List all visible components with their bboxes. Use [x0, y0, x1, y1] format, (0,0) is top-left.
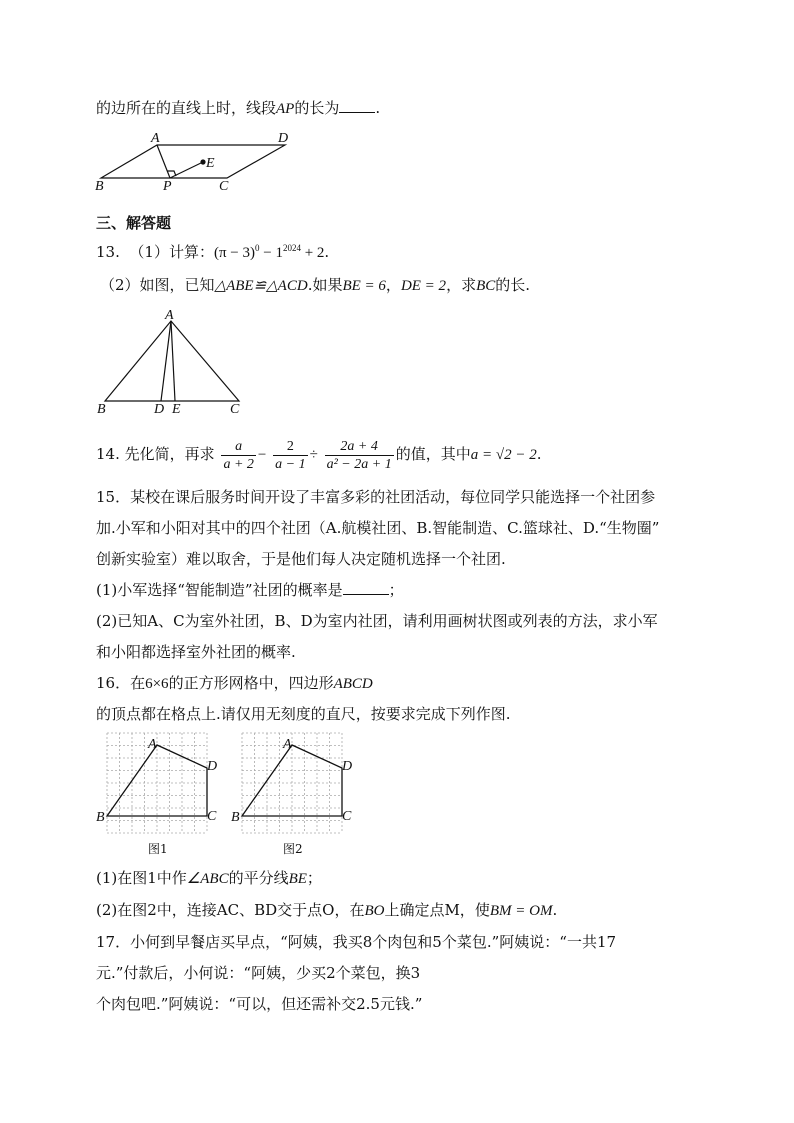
q12-text: 的边所在的直线上时，线段 — [96, 99, 277, 117]
segment-pe-line — [170, 162, 203, 178]
q17-line2: 元.”付款后，小何说：“阿姨，少买2个菜包，换3 — [96, 964, 421, 982]
q15-part1: (1)小军选择“智能制造”社团的概率是 ； — [96, 581, 404, 599]
label-b: B — [231, 810, 240, 825]
q14-line: 14. 先化简，再求 $\frac{a}{a + 2}$ − $\frac{2}{a - 1}$ ÷ $\frac{2a + 4}{\text{a² − 2a + 1}}$ 的值，其中a = √2 − 2. — [96, 438, 542, 472]
label-b: B — [97, 402, 106, 417]
label-a: A — [148, 737, 157, 752]
label-c: C — [230, 402, 240, 417]
q13-be: BE = 6 — [342, 278, 386, 294]
q15-part2-line2: 和小阳都选择室外社团的概率. — [96, 643, 296, 661]
triangle-figure — [95, 305, 255, 417]
q13-bc: BC — [476, 278, 496, 294]
q16-line2: 的顶点都在格点上.请仅用无刻度的直尺，按要求完成下列作图. — [96, 705, 511, 723]
q16-line1: 16．在6×6的正方形网格中，四边形ABCD — [96, 674, 373, 692]
figure-2-caption: 图2 — [283, 842, 303, 856]
q13-number: 13. — [96, 243, 120, 261]
q12-text-after: 的长为 — [294, 99, 340, 117]
q17-line3: 个肉包吧.”阿姨说：“可以，但还需补交2.5元钱.” — [96, 995, 423, 1013]
q15-line2: 加.小军和小阳对其中的四个社团（A.航模社团、B.智能制造、C.篮球社、D.“生物圈” — [96, 519, 660, 537]
q15-line3: 创新实验室）难以取舍，于是他们每人决定随机选择一个社团. — [96, 550, 506, 568]
label-a: A — [151, 131, 160, 146]
answer-blank[interactable] — [343, 580, 389, 595]
label-a: A — [283, 737, 292, 752]
label-e: E — [206, 156, 215, 171]
segment-ae — [171, 321, 175, 401]
segment-ap: AP — [276, 101, 295, 117]
q14-text: 先化简，再求 — [124, 445, 215, 463]
label-b: B — [95, 179, 104, 194]
segment-ad — [161, 321, 171, 401]
label-d: D — [154, 402, 165, 417]
grid-figure-1 — [95, 733, 220, 858]
label-c: C — [342, 809, 352, 824]
q13-congruence: △ABE≌△ACD — [214, 278, 308, 294]
parallelogram-figure — [95, 128, 295, 196]
label-a: A — [165, 308, 174, 323]
q16-part1: (1)在图1中作∠ABC的平分线BE； — [96, 869, 322, 887]
fraction-1: $\frac{a}{a + 2}$ — [223, 438, 254, 472]
label-e: E — [172, 402, 181, 417]
label-p: P — [163, 179, 172, 194]
answer-blank[interactable] — [339, 98, 375, 113]
grid-figure-2 — [230, 733, 355, 858]
angle-abc: ∠ABC — [186, 871, 229, 887]
q13-expression: $(\pi - 3)^0 - 1^{2024} + 2$ — [213, 243, 325, 261]
segment-ap-line — [157, 145, 170, 178]
section-title: 三、解答题 — [96, 214, 172, 232]
q15-line1: 15．某校在课后服务时间开设了丰富多彩的社团活动，每位同学只能选择一个社团参 — [96, 488, 656, 506]
q17-line1: 17．小何到早餐店买早点，“阿姨，我买8个肉包和5个菜包.”阿姨说：“一共17 — [96, 933, 617, 951]
q13-part1: 13. （1）计算：$(\pi - 3)^0 - 1^{2024} + 2$. — [96, 243, 330, 261]
point-e-dot — [200, 159, 205, 164]
label-c: C — [219, 179, 229, 194]
segment-bo: BO — [364, 903, 385, 919]
fraction-3: $\frac{2a + 4}{\text{a² − 2a + 1}}$ — [326, 438, 392, 472]
q13-de: DE = 2 — [400, 278, 447, 294]
figure-1-caption: 图1 — [148, 842, 168, 856]
parallelogram-abcd — [101, 145, 285, 178]
segment-be: BE — [288, 871, 307, 887]
label-b: B — [96, 810, 105, 825]
label-d: D — [278, 131, 289, 146]
label-c: C — [207, 809, 217, 824]
equation-bm-om: BM = OM — [489, 903, 553, 919]
q13-part1-prefix: （1）计算： — [129, 243, 214, 261]
q12-end: . — [375, 99, 381, 117]
q15-part2-line1: (2)已知A、C为室外社团，B、D为室内社团，请利用画树状图或列表的方法，求小军 — [96, 612, 658, 630]
q14-condition: a = √2 − 2 — [470, 447, 537, 463]
q13-part2-prefix: （2）如图，已知 — [100, 276, 215, 294]
q16-part2: (2)在图2中，连接AC、BD交于点O，在BO上确定点M，使BM = OM. — [96, 901, 558, 919]
label-d: D — [342, 759, 353, 774]
q16-quadrilateral: ABCD — [333, 676, 373, 692]
q13-part2: （2）如图，已知△ABE≌△ACD.如果BE = 6，DE = 2，求BC的长. — [100, 276, 531, 294]
q16-grid-size: 6×6 — [145, 676, 169, 692]
q12-tail-line — [96, 98, 380, 119]
fraction-2: $\frac{2}{a - 1}$ — [275, 438, 306, 472]
label-d: D — [207, 759, 218, 774]
q14-number: 14. — [96, 445, 120, 463]
